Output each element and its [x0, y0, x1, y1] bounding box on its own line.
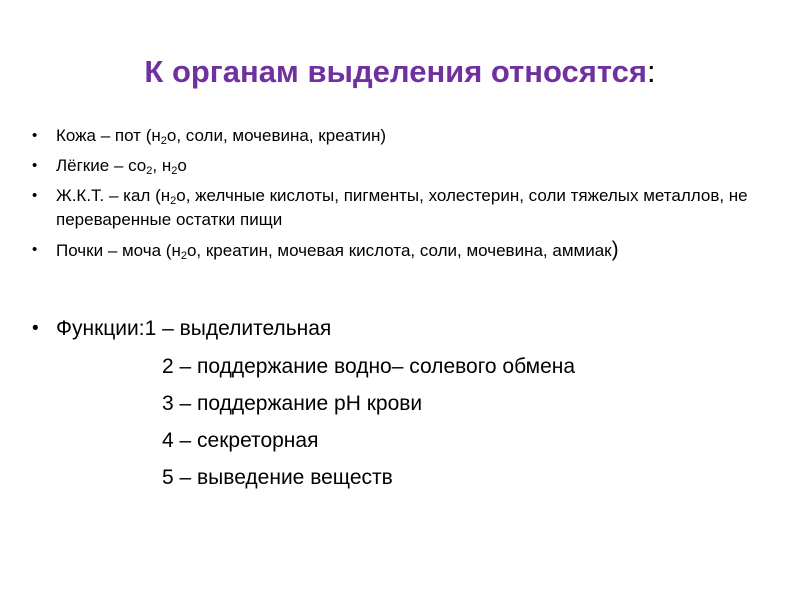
- list-item-text: о, креатин, мочевая кислота, соли, мочевина, аммиак: [186, 241, 612, 260]
- list-item: [30, 124, 770, 148]
- functions-section: [30, 310, 770, 496]
- function-item-4: 4 – секреторная: [162, 429, 319, 452]
- slide-title-text: К органам выделения относятся: [144, 54, 647, 89]
- list-item: [30, 184, 770, 232]
- list-item-text: Лёгкие – со: [56, 156, 147, 175]
- subscript: 2: [170, 195, 177, 207]
- list-item-text: о: [177, 156, 187, 175]
- subscript: 2: [160, 135, 167, 147]
- list-item-text: о, желчные кислоты, пигменты, холестерин, соли тяжелых металлов, не переваренные остатки пищи: [56, 186, 748, 229]
- list-item-text: Ж.К.Т. – кал (н: [56, 186, 171, 205]
- functions-heading: • Функции:1 – выделительная: [30, 310, 770, 348]
- function-item-3: 3 – поддержание рН крови: [162, 392, 423, 415]
- subscript: 2: [180, 250, 187, 262]
- function-item-2: 2 – поддержание водно– солевого обмена: [162, 355, 576, 378]
- list-item-text: ): [611, 238, 619, 261]
- list-item-text: Почки – моча (н: [56, 241, 181, 260]
- slide-title-colon: :: [646, 54, 656, 89]
- list-item-text: , н: [152, 156, 172, 175]
- function-item-5: 5 – выведение веществ: [162, 466, 393, 489]
- list-item: [30, 238, 770, 263]
- list-item-text: Кожа – пот (н: [56, 126, 161, 145]
- list-item-text: о, соли, мочевина, креатин): [166, 126, 387, 145]
- excretory-organs-list: [30, 124, 770, 269]
- slide-title: [0, 52, 800, 92]
- subscript: 2: [146, 165, 153, 177]
- list-item: [30, 154, 770, 178]
- subscript: 2: [171, 165, 178, 177]
